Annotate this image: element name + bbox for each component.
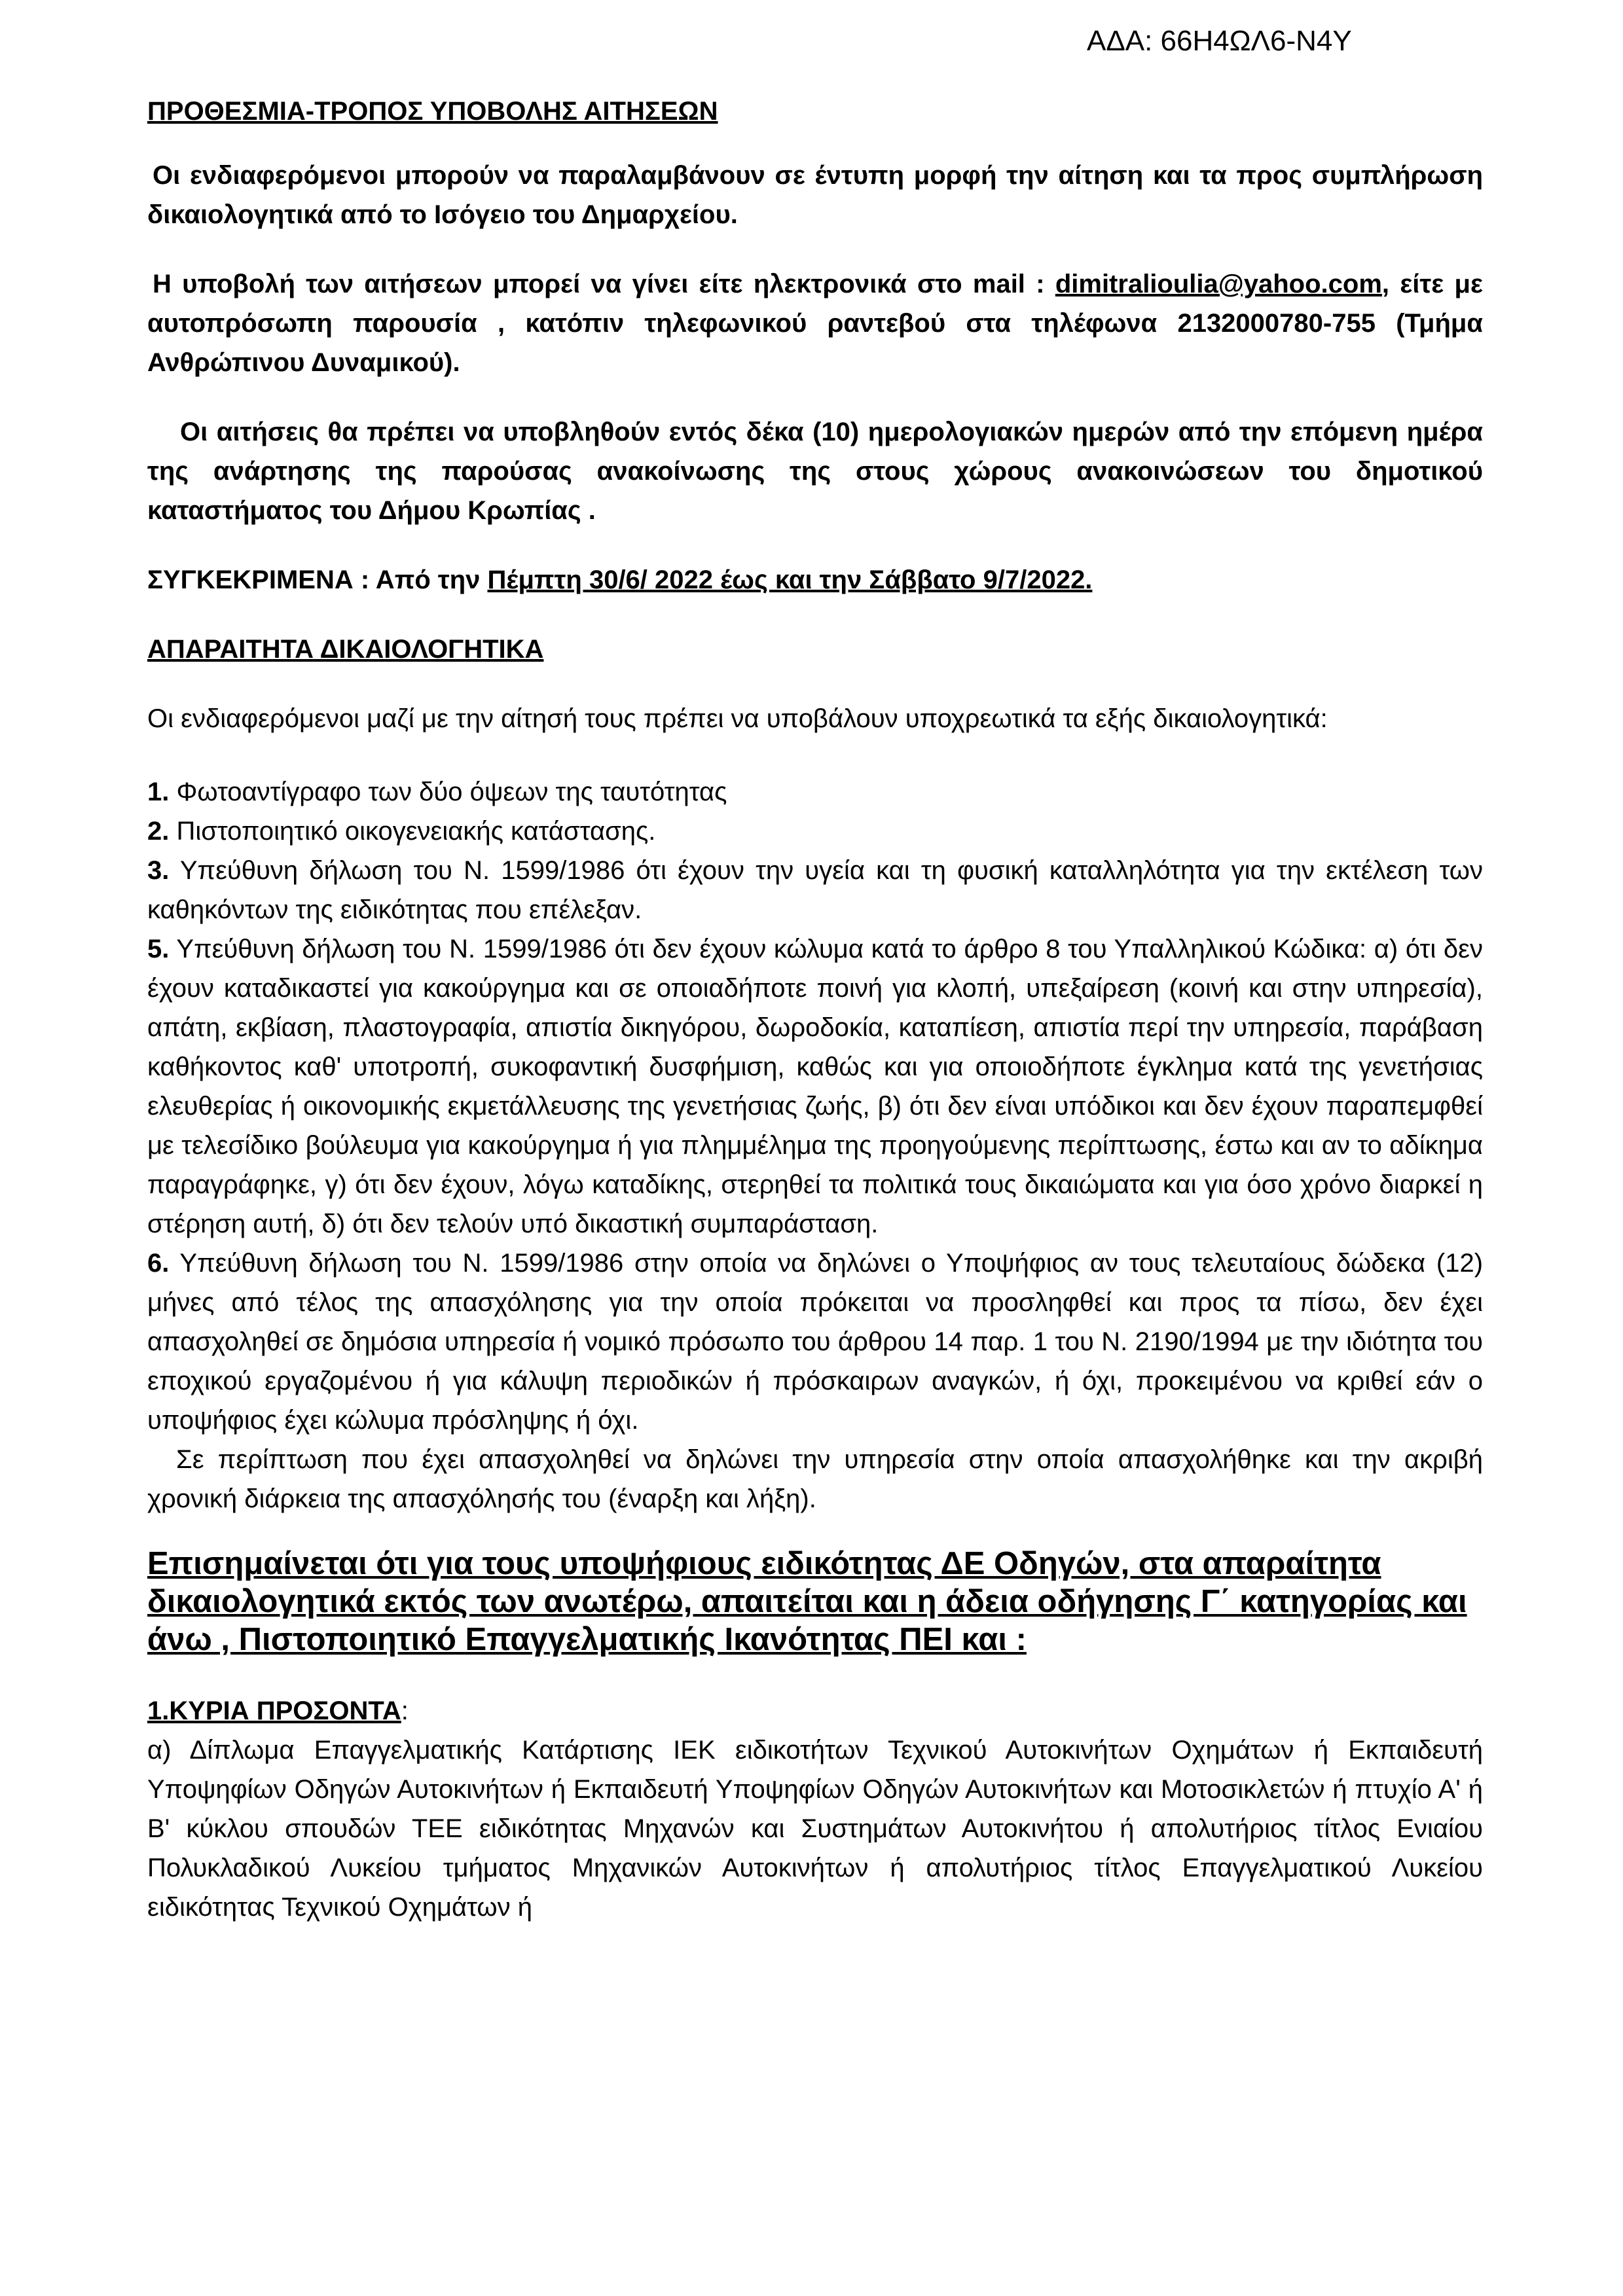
deadline-paragraph-2 [147,264,1483,382]
main-qualifications-text: α) Δίπλωμα Επαγγελματικής Κατάρτισης ΙΕΚ ειδικοτήτων Τεχνικού Αυτοκινήτων Οχημάτων ή Εκπαιδευτή Υποψηφίων Οδηγών Αυτοκινήτων ή Εκπαιδευτή Υποψηφίων Οδηγών Αυτοκινήτων και Μοτοσικλετών ή πτυχίο Α' ή Β' κύκλου σπουδών ΤΕΕ ειδικότητας Μηχανών και Συστημάτων Αυτοκινήτου ή απολυτήριος τίτλος Ενιαίου Πολυκλαδικού Λυκείου τμήματος Μηχανικών Αυτοκινήτων ή απολυτήριος τίτλος Επαγγελματικού Λυκείου ειδικότητας Τεχνικού Οχημάτων ή [147,1736,1483,1922]
item-text: Υπεύθυνη δήλωση του Ν. 1599/1986 ότι έχουν την υγεία και τη φυσική καταλληλότητα για την εκτέλεση των καθηκόντων της ειδικότητας που επέλεξαν. [147,856,1484,924]
list-item [147,1244,1483,1440]
deadline-paragraph-1: Οι ενδιαφερόμενοι μπορούν να παραλαμβάνουν σε έντυπη μορφή την αίτηση και τα προς συμπλήρωση δικαιολογητικά από το Ισόγειο του Δημαρχείου. [147,161,1483,229]
item-number: 3. [147,856,170,885]
main-heading-text: 1.ΚΥΡΙΑ ΠΡΟΣΟΝΤΑ [147,1696,401,1725]
document-body [147,92,1483,1927]
item-text: Υπεύθυνη δήλωση του Ν. 1599/1986 στην οποία να δηλώνει ο Υποψήφιος αν τους τελευταίους δώδεκα (12) μήνες από τέλος της απασχόλησης για την οποία πρόκειται να προσληφθεί και προς τα πίσω, δεν έχει απασχοληθεί σε δημόσια υπηρεσία ή νομικό πρόσωπο του άρθρου 14 παρ. 1 του Ν. 2190/1994 με την ιδιότητα του εποχικού εργαζομένου ή για κάλυψη περιοδικών ή πρόσκαιρων αναγκών, ή όχι, προκειμένου να κριθεί εάν ο υποψήφιος έχει κώλυμα πρόσληψης ή όχι. [147,1249,1484,1435]
submission-text: Η υποβολή των αιτήσεων μπορεί να γίνει είτε ηλεκτρονικά στο mail : [153,270,1055,298]
item-number: 5. [147,935,170,963]
deadline-heading: ΠΡΟΘΕΣΜΙΑ-ΤΡΟΠΟΣ ΥΠΟΒΟΛΗΣ ΑΙΤΗΣΕΩΝ [147,97,718,126]
drivers-notice: Επισημαίνεται ότι για τους υποψήφιους ειδικότητας ΔΕ Οδηγών, στα απαραίτητα δικαιολογητικά εκτός των ανωτέρω, απαιτείται και η άδεια οδήγησης Γ΄ κατηγορίας και άνω , Πιστοποιητικό Επαγγελματικής Ικανότητας ΠΕΙ και : [147,1546,1467,1657]
specific-label: ΣΥΓΚΕΚΡΙΜΕΝΑ : Από την [147,565,488,594]
item-number: 1. [147,778,170,806]
list-item [147,851,1483,929]
ada-code: ΑΔΑ: 66Η4ΩΛ6-Ν4Υ [1087,25,1352,57]
employment-note: Σε περίπτωση που έχει απασχοληθεί να δηλώνει την υπηρεσία στην οποία απασχολήθηκε και την ακριβή χρονική διάρκεια της απασχόλησής του (έναρξη και λήξη). [147,1445,1483,1513]
main-heading-colon: : [401,1696,409,1725]
documents-heading: ΑΠΑΡΑΙΤΗΤΑ ΔΙΚΑΙΟΛΟΓΗΤΙΚΑ [147,635,544,664]
email-link[interactable]: dimitralioulia@yahoo.com [1055,270,1382,298]
item-text: Φωτοαντίγραφο των δύο όψεων της ταυτότητας [176,778,727,806]
list-item [147,772,1483,812]
specific-dates [147,560,1483,600]
documents-intro: Οι ενδιαφερόμενοι μαζί με την αίτησή τους πρέπει να υποβάλουν υποχρεωτικά τα εξής δικαιολογητικά: [147,704,1328,733]
list-item [147,929,1483,1244]
main-qualifications-heading [147,1691,1483,1731]
documents-list [147,772,1483,1518]
item-number: 2. [147,817,170,846]
item-text: Πιστοποιητικό οικογενειακής κατάστασης. [176,817,656,846]
submission-text-continued: , είτε με αυτοπρόσωπη παρουσία , κατόπιν τηλεφωνικού ραντεβού στα τηλέφωνα 2132000780-755 (Τμήμα Ανθρώπινου Δυναμικού). [147,270,1484,377]
deadline-paragraph-3: Οι αιτήσεις θα πρέπει να υποβληθούν εντός δέκα (10) ημερολογιακών ημερών από την επόμενη ημέρα της ανάρτησης της παρούσας ανακοίνωσης της στους χώρους ανακοινώσεων του δημοτικού καταστήματος του Δήμου Κρωπίας . [147,418,1483,525]
item-number: 6. [147,1249,170,1278]
date-range: Πέμπτη 30/6/ 2022 έως και την Σάββατο 9/7/2022. [487,565,1093,594]
list-item [147,812,1483,851]
item-text: Υπεύθυνη δήλωση του Ν. 1599/1986 ότι δεν έχουν κώλυμα κατά το άρθρο 8 του Υπαλληλικού Κώδικα: α) ότι δεν έχουν καταδικαστεί για κακούργημα και σε οποιαδήποτε ποινή για κλοπή, υπεξαίρεση (κοινή και στην υπηρεσία), απάτη, εκβίαση, πλαστογραφία, απιστία δικηγόρου, δωροδοκία, καταπίεση, απιστία περί την υπηρεσία, παράβαση καθήκοντος καθ' υποτροπή, συκοφαντική δυσφήμιση, καθώς και για οποιοδήποτε έγκλημα κατά της γενετήσιας ελευθερίας ή οικονομικής εκμετάλλευσης της γενετήσιας ζωής, β) ότι δεν είναι υπόδικοι και δεν έχουν παραπεμφθεί με τελεσίδικο βούλευμα για κακούργημα ή για πλημμέλημα της προηγούμενης περίπτωσης, έστω και αν το αδίκημα παραγράφηκε, γ) ότι δεν έχουν, λόγω καταδίκης, στερηθεί τα πολιτικά τους δικαιώματα και για όσο χρόνο διαρκεί η στέρηση αυτή, δ) ότι δεν τελούν υπό δικαστική συμπαράσταση. [147,935,1484,1238]
